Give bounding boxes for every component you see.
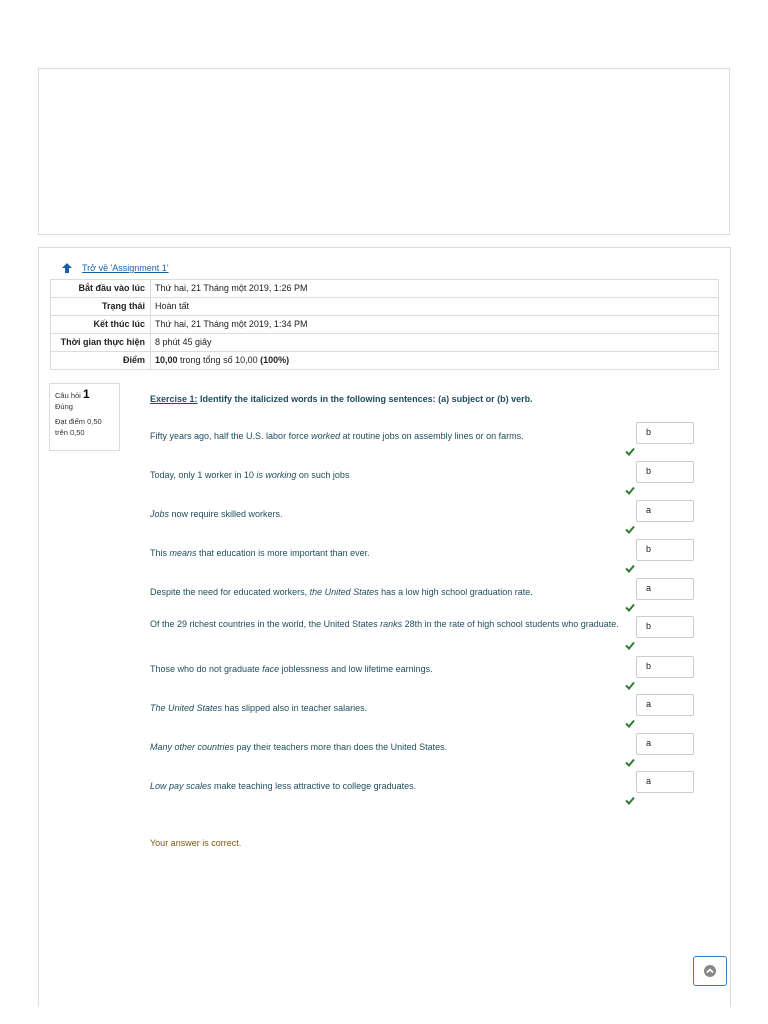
check-icon [625,641,635,650]
answer-input[interactable]: a [636,771,694,793]
check-icon [625,719,635,728]
check-icon [625,525,635,534]
sentence-text: Today, only 1 worker in 10 [150,470,257,480]
summary-row [51,298,719,316]
summary-label: Thời gian thực hiện [51,334,151,352]
sentence-text: on such jobs [296,470,350,480]
exercise-instruction [150,394,533,404]
italic-word: the United States [309,587,379,597]
question-sentence [150,618,620,631]
summary-label: Trạng thái [51,298,151,316]
sentence-text: Those who do not graduate [150,664,263,674]
italic-word: means [169,548,197,558]
answer-input[interactable]: b [636,461,694,483]
question-info-box [49,383,120,451]
summary-value: Thứ hai, 21 Tháng một 2019, 1:26 PM [151,280,719,298]
italic-word: worked [311,431,341,441]
summary-row [51,280,719,298]
top-blank-panel [38,68,730,235]
question-sentence [150,430,620,443]
sentence-text: pay their teachers more than does the United States. [234,742,448,752]
scroll-to-top-button[interactable] [693,956,727,986]
sentence-text: now require skilled workers. [169,509,283,519]
sentence-text: has a low high school graduation rate. [378,587,533,597]
check-icon [625,796,635,805]
italic-word: Jobs [150,509,170,519]
summary-row [51,316,719,334]
sentence-text: Despite the need for educated workers, [150,587,310,597]
sentence-text: joblessness and low lifetime earnings. [279,664,433,674]
answer-input[interactable]: a [636,733,694,755]
sentence-text: This [150,548,170,558]
answer-input[interactable]: a [636,694,694,716]
sentence-text: has slipped also in teacher salaries. [222,703,368,713]
question-sentence [150,741,620,754]
italic-word: is working [256,470,297,480]
summary-label: Kết thúc lúc [51,316,151,334]
answer-input[interactable]: b [636,539,694,561]
exercise-text: Identify the italicized words in the following sentences: (a) subject or (b) verb. [197,394,533,404]
back-link-label: Trở về 'Assignment 1' [82,263,169,273]
question-sentence [150,780,620,793]
italic-word: face [262,664,280,674]
answer-input[interactable]: b [636,616,694,638]
question-sentence [150,702,620,715]
italic-word: Low pay scales [150,781,212,791]
summary-value: Thứ hai, 21 Tháng một 2019, 1:34 PM [151,316,719,334]
score-percent: (100%) [260,355,290,365]
check-icon [625,564,635,573]
back-to-assignment-link[interactable] [60,262,169,274]
exercise-label: Exercise 1: [150,394,198,404]
summary-label: Điểm [51,352,151,370]
question-score: Đạt điểm 0,50 trên 0,50 [55,417,102,437]
answer-input[interactable]: b [636,656,694,678]
italic-word: The United States [150,703,223,713]
sentence-text: make teaching less attractive to college graduates. [211,781,417,791]
question-prefix: Câu hỏi [55,391,81,400]
question-status: Đúng [55,402,73,411]
check-icon [625,486,635,495]
question-sentence [150,508,620,521]
summary-value [151,352,719,370]
check-icon [625,603,635,612]
italic-word: Many other countries [150,742,235,752]
summary-value: Hoàn tất [151,298,719,316]
sentence-text: that education is more important than ever. [196,548,370,558]
question-sentence [150,663,620,676]
question-sentence [150,547,620,560]
score-value: 10,00 [155,355,178,365]
chevron-up-icon [703,964,717,978]
italic-word: ranks [380,619,403,629]
feedback-message: Your answer is correct. [150,838,242,848]
answer-input[interactable]: b [636,422,694,444]
question-number: 1 [82,387,90,401]
sentence-text: Of the 29 richest countries in the world, the United States [150,619,381,629]
check-icon [625,447,635,456]
score-total: trong tổng số 10,00 [177,355,261,365]
sentence-text: 28th in the rate of high school students who graduate. [402,619,619,629]
summary-row [51,334,719,352]
question-sentence [150,586,620,599]
sentence-text: at routine jobs on assembly lines or on farms. [340,431,524,441]
answer-input[interactable]: a [636,500,694,522]
sentence-text: Fifty years ago, half the U.S. labor force [150,431,312,441]
summary-value: 8 phút 45 giây [151,334,719,352]
summary-row [51,352,719,370]
summary-label: Bắt đầu vào lúc [51,280,151,298]
attempt-summary-table [50,279,719,370]
question-sentence [150,469,620,482]
check-icon [625,681,635,690]
arrow-up-icon [60,262,74,274]
answer-input[interactable]: a [636,578,694,600]
check-icon [625,758,635,767]
